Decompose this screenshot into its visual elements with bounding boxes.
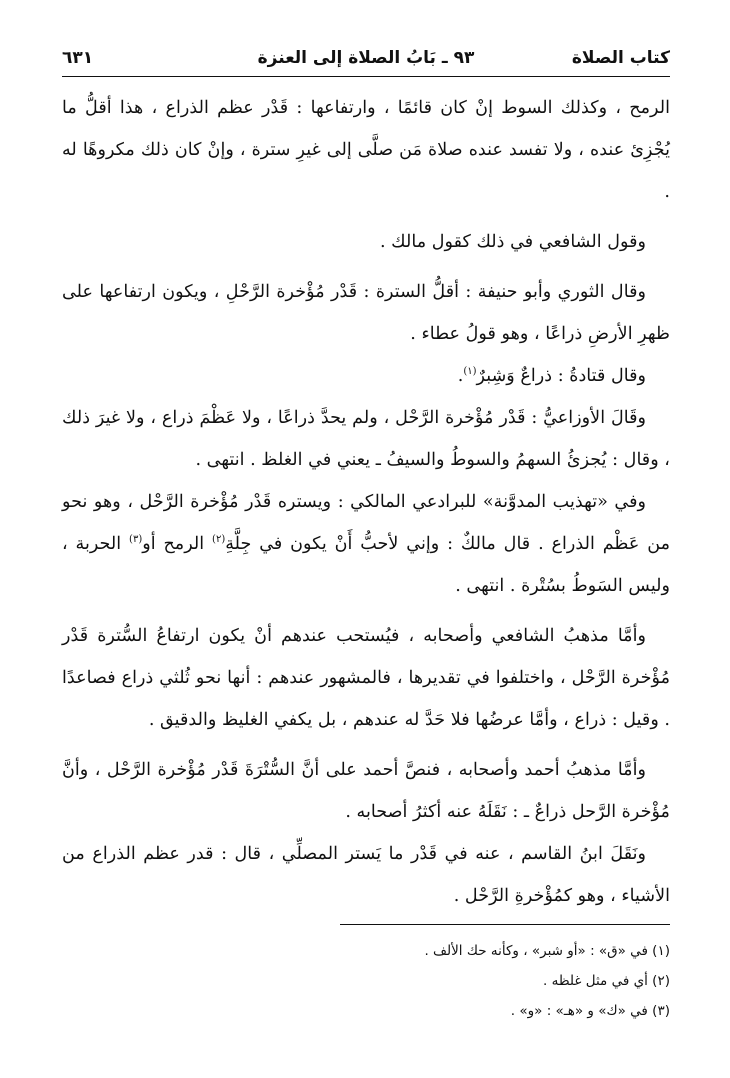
paragraph: وأمَّا مذهبُ الشافعي وأصحابه ، فيُستحب عندهم أنْ يكون ارتفاعُ السُّترة قَدْر مُؤْخرة الرَّحْل ، واختلفوا في تقديرها ، فالمشهور عندهم : أنها نحو ثُلثي ذراع فصاعدًا . وقيل : ذراع ، وأمَّا عرضُها فلا حَدَّ له عندهم ، بل يكفي الغليظ والدقيق . <box>62 626 670 730</box>
paragraph: وقال قتادةُ : ذراعٌ وَشِبرٌ$^{(١)}$. <box>457 366 646 386</box>
paragraph-text: الرمح أو <box>142 534 205 554</box>
paragraph: وقَالَ الأوزاعيُّ : قَدْر مُؤْخرة الرَّحْل ، ولم يحدَّ ذراعًا ، ولا عَظْمَ ذراع ، ولا غيرَ ذلك ، وقال : يُجزئُ السهمُ والسوطُ والسيفُ ـ يعني في الغلظ . انتهى . <box>62 408 670 470</box>
chapter-title: ٩٣ ـ بَابُ الصلاة إلى العنزة <box>257 48 475 68</box>
footnote: (١) في «ق» : «أو شبر» ، وكأنه حك الألف . <box>424 943 670 959</box>
paragraph: الرمح ، وكذلك السوط إنْ كان قائمًا ، وارتفاعها : قَدْر عظم الذراع ، هذا أقلُّ ما يُجْزِئ عنده ، ولا تفسد عنده صلاة مَن صلَّى إلى غيرِ سترة ، وإنْ كان ذلك مكروهًا له . <box>62 98 670 202</box>
running-header <box>62 44 670 77</box>
footnote-ref-1: (١) <box>463 366 477 378</box>
paragraph-text: الحربة ، وليس السَوطُ بسُتْرة . انتهى . <box>62 534 670 596</box>
page-number: ٦٣١ <box>62 48 94 68</box>
paragraph: وأمَّا مذهبُ أحمد وأصحابه ، فنصَّ أحمد على أنَّ السُّتْرَةَ قَدْر مُؤْخرة الرَّحْل ، وأنَّ مُؤْخرة الرَّحل ذراعٌ ـ : نَقَلَهُ عنه أكثرُ أصحابه . <box>62 760 670 822</box>
book-page <box>62 44 670 1044</box>
footnote-divider <box>340 924 670 925</box>
paragraph <box>62 481 670 607</box>
paragraph-text: وقال قتادةُ : ذراعٌ وَشِبرٌ <box>476 366 646 386</box>
book-title: كتاب الصلاة <box>571 48 670 68</box>
paragraph-text: وفي «تهذيب المدوَّنة» للبرادعي المالكي : ويستره قَدْر مُؤْخرة الرَّحْل ، وهو نحو من عَظْم الذراع . قال مالكٌ : وإني لأحبُّ أَنْ يكون في جِلَّةِ <box>62 492 671 554</box>
footnote: (٢) أي في مثل غلظه . <box>543 973 670 989</box>
footnote: (٣) في «ك» و «هـ» : «و» . <box>510 1003 670 1019</box>
paragraph: وقال الثوري وأبو حنيفة : أقلُّ السترة : قَدْر مُؤْخرة الرَّحْلِ ، ويكون ارتفاعها على ظهرِ الأرضِ ذراعًا ، وهو قولُ عطاء . <box>62 282 670 344</box>
paragraph: ونَقَلَ ابنُ القاسم ، عنه في قَدْر ما يَستر المصلِّي ، قال : قدر عظم الذراع من الأشياء ، وهو كمُؤْخرةِ الرَّحْل . <box>62 844 670 906</box>
footnote-ref-2: (٢) <box>212 534 226 546</box>
paragraph: وقول الشافعي في ذلك كقول مالك . <box>379 232 646 252</box>
main-text <box>62 87 670 917</box>
footnotes <box>62 936 670 1026</box>
footnote-ref-3: (٣) <box>129 534 143 546</box>
